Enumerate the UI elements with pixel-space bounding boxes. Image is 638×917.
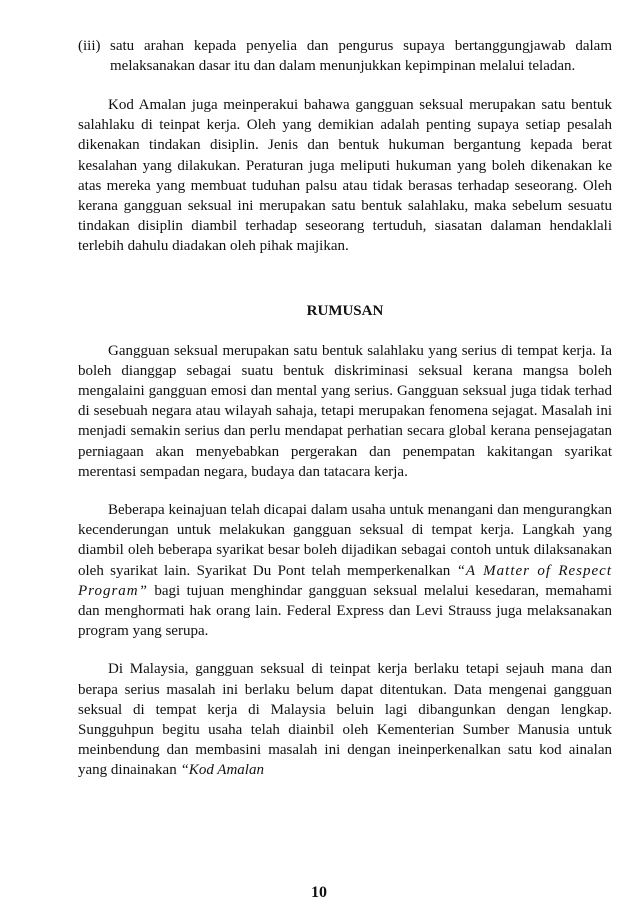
- paragraph-text: bagi tujuan menghindar gangguan seksual melalui kesedaran, memahami dan menghormati hak orang lain. Federal Express dan Levi Strauss juga melaksanakan program yang serupa.: [78, 582, 612, 640]
- list-marker: (iii): [78, 38, 101, 54]
- list-item: [78, 36, 612, 76]
- paragraph-rumusan-intro: Gangguan seksual merupakan satu bentuk salahlaku yang serius di tempat kerja. Ia boleh dianggap sebagai suatu bentuk diskriminasi seksual kerana mangsa boleh mengalaini gangguan emosi dan mental yang serius. Gangguan seksual juga tidak terhad di sesebuah negara atau wilayah sahaja, tetapi merupakan fenomena sejagat. Masalah ini menjadi semakin serius dan perlu mendapat perhatian secara global kerana pensejagatan perniagaan akan menyebabkan pergerakan dan penempatan kakitangan syarikat merentasi sempadan negara, budaya dan tatacara kerja.: [78, 342, 612, 480]
- paragraph-malaysia: [78, 659, 612, 780]
- document-body: [78, 36, 612, 781]
- paragraph-kemajuan: [78, 500, 612, 641]
- paragraph-text: Di Malaysia, gangguan seksual di teinpat kerja berlaku tetapi sejauh mana dan berapa serius masalah ini berlaku belum dapat ditentukan. Data mengenai gangguan seksual di tempat kerja di Malaysia beluin lagi dibangunkan dengan lengkap. Sungguhpun begitu usaha telah diainbil oleh Kementerian Sumber Manusia untuk meinbendung dan membasini masalah ini dengan ineinperkenalkan satu kod ainalan yang dinainakan: [78, 661, 612, 779]
- paragraph-kod-amalan: Kod Amalan juga meinperakui bahawa gangguan seksual merupakan satu bentuk salahlaku di teinpat kerja. Oleh yang demikian adalah penting supaya setiap pesalah dikenakan tindakan disiplin. Jenis dan bentuk hukuman bergantung kepada berat kesalahan yang dilakukan. Peraturan juga meliputi hukuman yang boleh dikenakan ke atas mereka yang membuat tuduhan palsu atau tidak berasas terhadap seseorang. Oleh kerana gangguan seksual ini merupakan satu bentuk salahlaku, maka sebelum sesuatu tindakan disiplin diambil terhadap seseorang tertuduh, siasatan dalaman hendaklali terlebih dahulu diadakan oleh pihak majikan.: [78, 97, 612, 255]
- page-number: 10: [311, 884, 327, 901]
- paragraph-text: Beberapa keinajuan telah dicapai dalam usaha untuk menangani dan mengurangkan kecenderungan untuk melakukan gangguan seksual di tempat kerja. Langkah yang diambil oleh beberapa syarikat besar boleh dijadikan sebagai contoh untuk dilaksanakan oleh syarikat lain. Syarikat Du Pont telah memperkenalkan: [78, 502, 612, 579]
- section-heading: RUMUSAN: [306, 302, 384, 319]
- program-title: “A Matter of Respect Program”: [78, 562, 612, 599]
- code-title: “Kod Amalan: [180, 762, 264, 779]
- list-item-text: satu arahan kepada penyelia dan pengurus supaya bertanggungjawab dalam melaksanakan dasar itu dan dalam menunjukkan kepimpinan melalui teladan.: [110, 38, 612, 74]
